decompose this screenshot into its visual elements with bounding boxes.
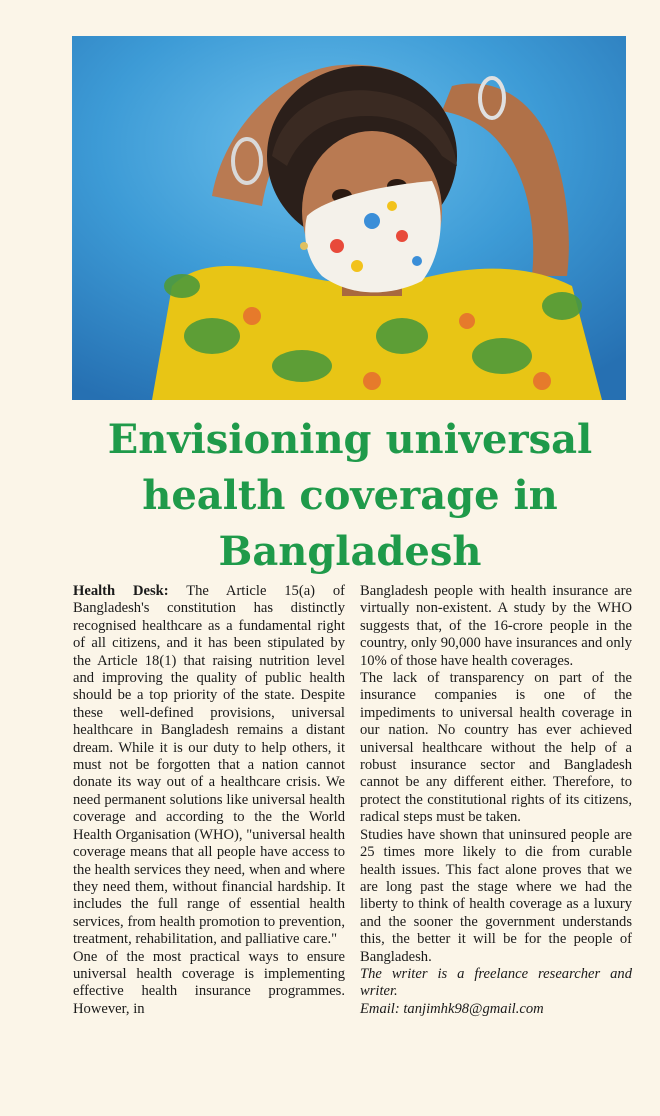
article-paragraph-2-start: One of the most practical ways to ensure universal health coverage is implementing effective health insurance programmes. However, in [73,948,345,1017]
article-paragraph-4: Studies have shown that uninsured people are 25 times more likely to die from curable health issues. This fact alone proves that we are long past the stage where we had the liberty to think of health coverage as a luxury and the sooner the government understands this, the better it will be for the people of Bangladesh. [360,826,632,965]
paragraph-1-text: The Article 15(a) of Bangladesh's constitution has distinctly recognised healthcare as a fundamental right of all citizens, and it has been stipulated by the Article 18(1) that raising nutrition level and improving the quality of public health should be a top priority of the state. Despite these well-defined provisions, universal healthcare in Bangladesh remains a distant dream. While it is our duty to help others, it must not be forgotten that a nation cannot donate its way out of a healthcare crisis. We need permanent solutions like universal health coverage and according to the the World Health Organisation (WHO), "universal health coverage means that all people have access to the health services they need, when and where they need them, without financial hardship. It includes the full range of essential health services, from health promotion to prevention, treatment, rehabilitation, and palliative care." [73,583,345,948]
article-paragraph-1 [73,583,345,949]
headline-line-2: health coverage in [142,472,558,519]
article-photo [72,36,626,400]
writer-email: Email: tanjimhk98@gmail.com [360,1000,544,1017]
article-paragraph-3: The lack of transparency on part of the insurance companies is one of the impediments to universal health coverage in our nation. No country has ever achieved universal healthcare without the help of a robust insurance sector and Bangladesh cannot be any different either. Therefore, to protect the constitutional rights of its citizens, radical steps must be taken. [360,670,632,826]
article-column-right [360,583,632,1018]
article-column-left [73,583,345,1018]
writer-note: The writer is a freelance researcher and writer. [360,965,632,1000]
headline-line-3: Bangladesh [218,528,482,575]
photo-girl-with-face-mask-icon [72,36,626,400]
headline-line-1: Envisioning universal [107,416,593,463]
headline [60,412,640,580]
article-paragraph-2-end: Bangladesh people with health insurance are virtually non-existent. A study by the WHO suggests that, of the 16-crore people in the country, only 90,000 have insurances and only 10% of those have health coverages. [360,583,632,669]
byline: Health Desk: [73,583,169,599]
